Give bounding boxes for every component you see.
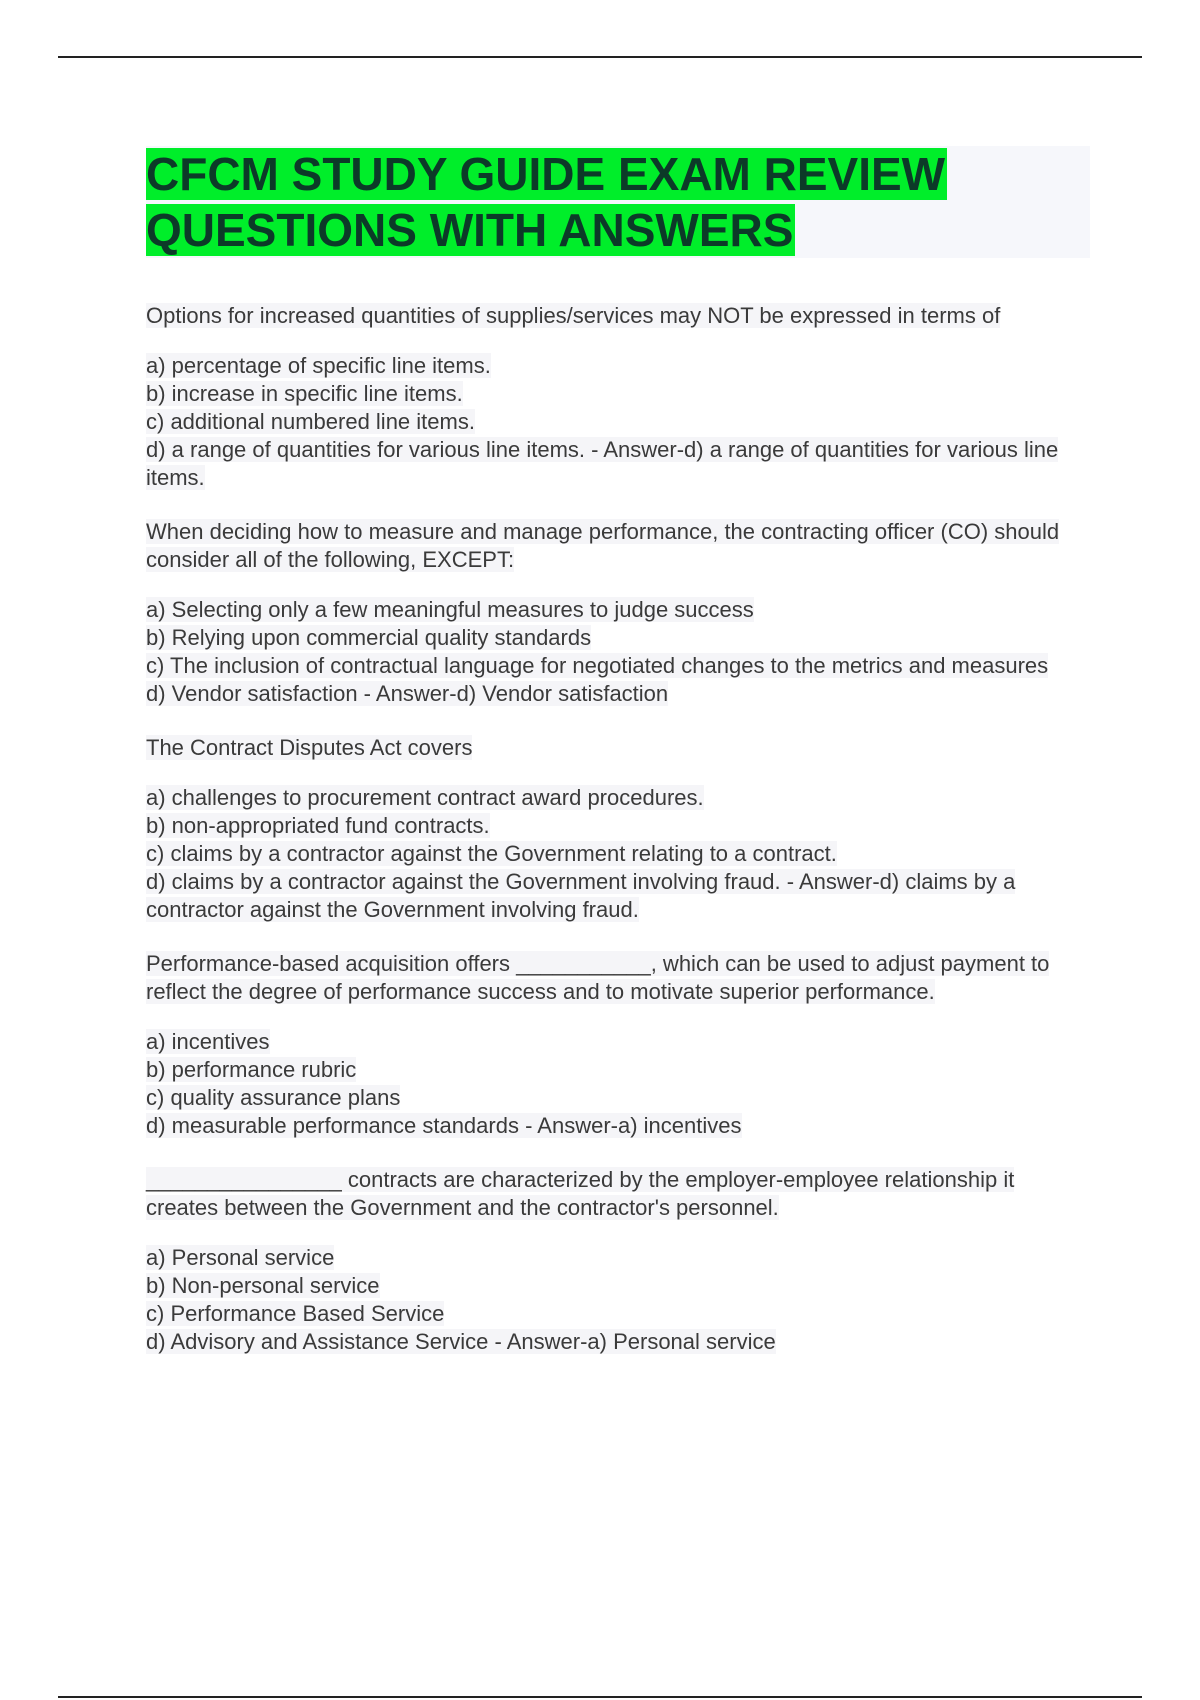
option-a: a) Selecting only a few meaningful measures to judge success — [146, 597, 754, 622]
option-b: b) performance rubric — [146, 1057, 357, 1082]
option-a: a) percentage of specific line items. — [146, 353, 491, 378]
options-list — [146, 1244, 1090, 1356]
option-c: c) quality assurance plans — [146, 1085, 401, 1110]
option-b: b) non-appropriated fund contracts. — [146, 813, 490, 838]
document-title — [146, 146, 1090, 258]
option-c: c) claims by a contractor against the Government relating to a contract. — [146, 841, 837, 866]
option-b: b) increase in specific line items. — [146, 381, 463, 406]
question-text: When deciding how to measure and manage performance, the contracting officer (CO) should consider all of the following, EXCEPT: — [146, 519, 1060, 572]
top-rule — [58, 56, 1142, 58]
option-c: c) additional numbered line items. — [146, 409, 475, 434]
option-d-answer: d) Vendor satisfaction - Answer-d) Vendor satisfaction — [146, 681, 669, 706]
option-d-answer: d) a range of quantities for various line items. - Answer-d) a range of quantities for various line items. — [146, 437, 1059, 490]
qa-item-3 — [146, 734, 1090, 924]
option-c: c) The inclusion of contractual language for negotiated changes to the metrics and measures — [146, 653, 1049, 678]
title-line-2: QUESTIONS WITH ANSWERS — [146, 204, 794, 256]
option-d-answer: d) Advisory and Assistance Service - Answer-a) Personal service — [146, 1329, 776, 1354]
document-body — [146, 146, 1090, 1382]
qa-item-1 — [146, 302, 1090, 492]
option-d-answer: d) claims by a contractor against the Government involving fraud. - Answer-d) claims by a contractor against the Government involving fraud. — [146, 869, 1016, 922]
title-block — [146, 146, 1090, 258]
title-line-1: CFCM STUDY GUIDE EXAM REVIEW — [146, 148, 946, 200]
bottom-rule — [58, 1696, 1142, 1698]
options-list — [146, 1028, 1090, 1140]
qa-item-2 — [146, 518, 1090, 708]
option-a: a) incentives — [146, 1029, 270, 1054]
question-text: Options for increased quantities of supplies/services may NOT be expressed in terms of — [146, 303, 1001, 328]
question-text: Performance-based acquisition offers ___________, which can be used to adjust payment to reflect the degree of performance success and to motivate superior performance. — [146, 951, 1050, 1004]
option-a: a) Personal service — [146, 1245, 335, 1270]
qa-item-4 — [146, 950, 1090, 1140]
option-b: b) Non-personal service — [146, 1273, 380, 1298]
question-text: ________________ contracts are characterized by the employer-employee relationship it creates between the Government and the contractor's personnel. — [146, 1167, 1015, 1220]
options-list — [146, 352, 1090, 492]
question-text: The Contract Disputes Act covers — [146, 735, 473, 760]
option-b: b) Relying upon commercial quality standards — [146, 625, 592, 650]
option-d-answer: d) measurable performance standards - Answer-a) incentives — [146, 1113, 742, 1138]
option-c: c) Performance Based Service — [146, 1301, 445, 1326]
options-list — [146, 784, 1090, 924]
qa-item-5 — [146, 1166, 1090, 1356]
options-list — [146, 596, 1090, 708]
option-a: a) challenges to procurement contract award procedures. — [146, 785, 704, 810]
